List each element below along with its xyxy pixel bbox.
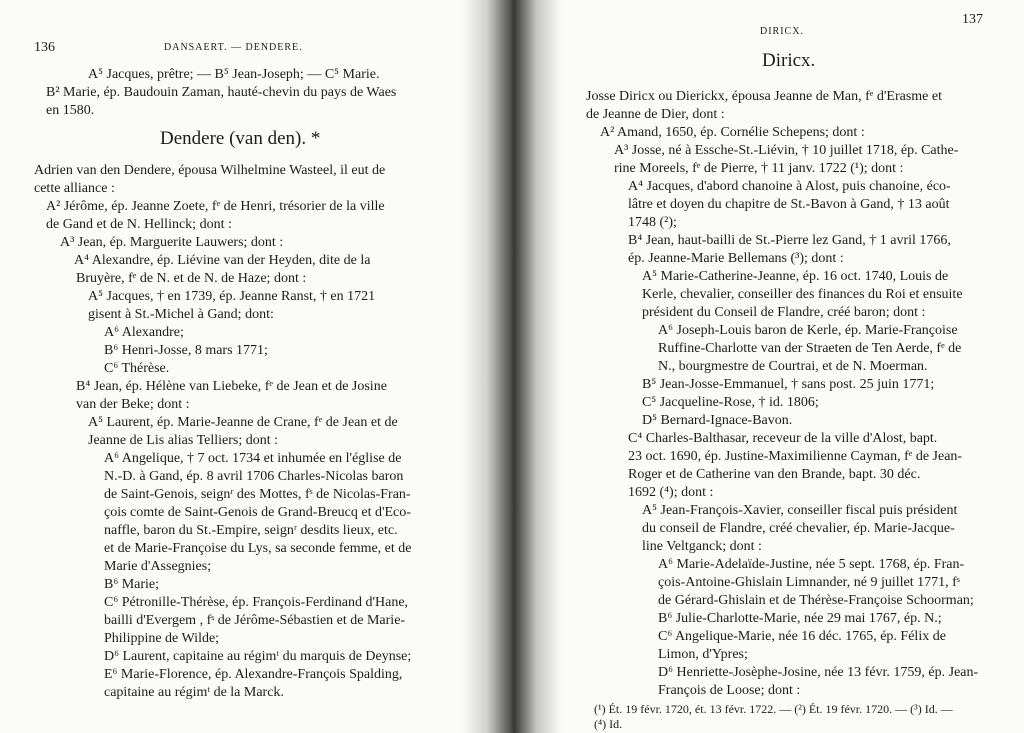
footnote-line: (¹) Ét. 19 févr. 1720, ét. 13 févr. 1722. — (²) Ét. 19 févr. 1720. — (³) Id. — <box>594 702 953 716</box>
right-section-title: Diricx. <box>762 50 816 71</box>
text-line: C⁶ Angelique-Marie, née 16 déc. 1765, ép. Félix de <box>658 629 946 644</box>
text-line: 23 oct. 1690, ép. Justine-Maximilienne Cayman, fᵉ de Jean- <box>628 449 963 464</box>
text-line: B⁴ Jean, ép. Hélène van Liebeke, fᵉ de Jean et de Josine <box>76 379 387 394</box>
text-line: C⁶ Thérèse. <box>104 361 170 376</box>
text-line: Jeanne de Lis alias Telliers; dont : <box>88 433 279 448</box>
text-line: du conseil de Flandre, créé chevalier, ép. Marie-Jacque- <box>642 521 955 536</box>
right-page-number: 137 <box>962 12 983 27</box>
text-line: A² Jérôme, ép. Jeanne Zoete, fᵉ de Henri, trésorier de la ville <box>46 199 385 214</box>
text-line: A⁵ Jacques, † en 1739, ép. Jeanne Ranst, † en 1721 <box>88 289 376 304</box>
book-gutter-shadow <box>462 0 562 733</box>
text-line: A⁶ Joseph-Louis baron de Kerle, ép. Marie-Françoise <box>658 323 958 338</box>
text-line: Roger et de Catherine van den Brande, bapt. 30 déc. <box>628 467 921 482</box>
text-line: de Jeanne de Dier, dont : <box>586 107 725 122</box>
text-line: çois comte de Saint-Genois de Grand-Breucq et d'Eco- <box>104 505 411 520</box>
text-line: naffle, baron du St.-Empire, seignʳ desdits lieux, etc. <box>104 523 398 538</box>
text-line: B⁶ Henri-Josse, 8 mars 1771; <box>104 343 268 358</box>
text-line: bailli d'Evergem , fˢ de Jérôme-Sébastien et de Marie- <box>104 613 406 628</box>
text-line: A⁵ Jacques, prêtre; — B⁵ Jean-Joseph; — C⁵ Marie. <box>88 67 380 82</box>
text-line: de Saint-Genois, seignʳ des Mottes, fˢ de Nicolas-Fran- <box>104 487 411 502</box>
text-line: A⁶ Marie-Adelaïde-Justine, née 5 sept. 1768, ép. Fran- <box>658 557 965 572</box>
right-page <box>560 0 1024 733</box>
left-section-title: Dendere (van den). * <box>160 128 321 149</box>
text-line: D⁵ Bernard-Ignace-Bavon. <box>642 413 793 428</box>
text-line: D⁶ Laurent, capitaine au régimᵗ du marquis de Deynse; <box>104 649 412 664</box>
text-line: Bruyère, fᵉ de N. et de N. de Haze; dont : <box>76 271 307 286</box>
text-line: 1692 (⁴); dont : <box>628 485 714 500</box>
text-line: N.-D. à Gand, ép. 8 avril 1706 Charles-Nicolas baron <box>104 469 404 484</box>
text-line: A⁴ Jacques, d'abord chanoine à Alost, puis chanoine, éco- <box>628 179 951 194</box>
text-line: çois-Antoine-Ghislain Limnander, né 9 juillet 1771, fˢ <box>658 575 960 590</box>
text-line: A⁵ Jean-François-Xavier, conseiller fiscal puis président <box>642 503 958 518</box>
text-line: Marie d'Assegnies; <box>104 559 212 574</box>
text-line: B⁴ Jean, haut-bailli de St.-Pierre lez Gand, † 1 avril 1766, <box>628 233 951 248</box>
text-line: en 1580. <box>46 103 95 118</box>
text-line: B⁵ Jean-Josse-Emmanuel, † sans post. 25 juin 1771; <box>642 377 935 392</box>
text-line: A³ Jean, ép. Marguerite Lauwers; dont : <box>60 235 284 250</box>
text-line: C⁵ Jacqueline-Rose, † id. 1806; <box>642 395 819 410</box>
text-line: A⁶ Angelique, † 7 oct. 1734 et inhumée en l'église de <box>104 451 402 466</box>
text-line: président du Conseil de Flandre, créé baron; dont : <box>642 305 926 320</box>
left-running-head: DANSAERT. — DENDERE. <box>164 42 303 53</box>
text-line: van der Beke; dont : <box>76 397 190 412</box>
text-line: ép. Jeanne-Marie Bellemans (³); dont : <box>628 251 844 266</box>
text-line: C⁴ Charles-Balthasar, receveur de la ville d'Alost, bapt. <box>628 431 938 446</box>
footnote-line: (⁴) Id. <box>594 717 623 731</box>
text-line: E⁶ Marie-Florence, ép. Alexandre-François Spalding, <box>104 667 403 682</box>
text-line: cette alliance : <box>34 181 115 196</box>
text-line: A⁶ Alexandre; <box>104 325 184 340</box>
text-line: B⁶ Julie-Charlotte-Marie, née 29 mai 1767, ép. N.; <box>658 611 942 626</box>
text-line: A⁴ Alexandre, ép. Liévine van der Heyden, dite de la <box>74 253 371 268</box>
text-line: capitaine au régimᵗ de la Marck. <box>104 685 284 700</box>
text-line: A³ Josse, né à Essche-St.-Liévin, † 10 juillet 1718, ép. Cathe- <box>614 143 959 158</box>
text-line: A⁵ Marie-Catherine-Jeanne, ép. 16 oct. 1740, Louis de <box>642 269 949 284</box>
text-line: A² Amand, 1650, ép. Cornélie Schepens; dont : <box>600 125 865 140</box>
text-line: N., bourgmestre de Courtrai, et de N. Moerman. <box>658 359 928 374</box>
text-line: lâtre et doyen du chapitre de St.-Bavon à Gand, † 13 août <box>628 197 950 212</box>
text-line: Limon, d'Ypres; <box>658 647 748 662</box>
text-line: D⁶ Henriette-Josèphe-Josine, née 13 févr. 1759, ép. Jean- <box>658 665 979 680</box>
text-line: line Veltganck; dont : <box>642 539 762 554</box>
text-line: A⁵ Laurent, ép. Marie-Jeanne de Crane, fᵉ de Jean et de <box>88 415 398 430</box>
text-line: Philippine de Wilde; <box>104 631 220 646</box>
text-line: Ruffine-Charlotte van der Straeten de Ten Aerde, fᵉ de <box>658 341 962 356</box>
text-line: de Gérard-Ghislain et de Thérèse-Françoise Schoorman; <box>658 593 974 608</box>
text-line: et de Marie-Françoise du Lys, sa seconde femme, et de <box>104 541 412 556</box>
text-line: Josse Diricx ou Dierickx, épousa Jeanne de Man, fᵉ d'Erasme et <box>586 89 943 104</box>
text-line: 1748 (²); <box>628 215 677 230</box>
text-line: B² Marie, ép. Baudouin Zaman, hauté-chevin du pays de Waes <box>46 85 397 100</box>
text-line: François de Loose; dont : <box>658 683 801 698</box>
left-page-number: 136 <box>34 40 55 55</box>
text-line: gisent à St.-Michel à Gand; dont: <box>88 307 274 322</box>
text-line: C⁶ Pétronille-Thérèse, ép. François-Ferdinand d'Hane, <box>104 595 409 610</box>
text-line: rine Moreels, fᵉ de Pierre, † 11 janv. 1722 (¹); dont : <box>614 161 904 176</box>
text-line: Kerle, chevalier, conseiller des finances du Roi et ensuite <box>642 287 963 302</box>
left-page <box>0 0 470 733</box>
text-line: B⁶ Marie; <box>104 577 160 592</box>
text-line: Adrien van den Dendere, épousa Wilhelmine Wasteel, il eut de <box>34 163 386 178</box>
right-running-head: DIRICX. <box>760 26 804 37</box>
text-line: de Gand et de N. Hellinck; dont : <box>46 217 232 232</box>
